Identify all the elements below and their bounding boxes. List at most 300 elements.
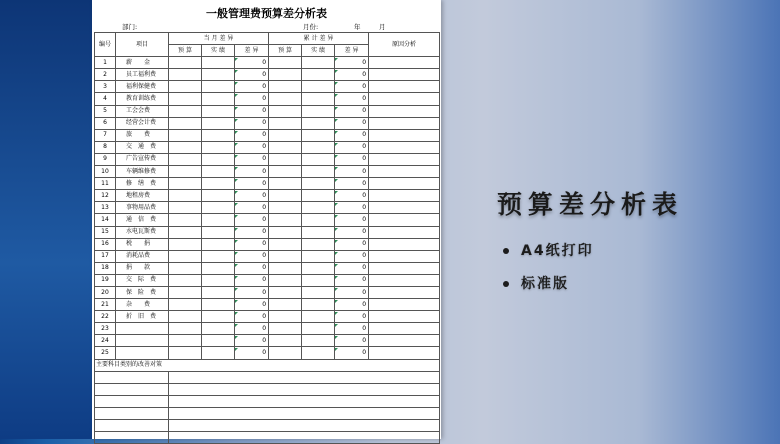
row-current-actual (202, 335, 235, 347)
row-item-value: 经营会计费 (126, 119, 157, 127)
row-item-value: 通 信 费 (126, 215, 157, 223)
row-cumulative-variance (335, 129, 369, 141)
row-current-variance (235, 129, 269, 141)
blank-row (95, 407, 440, 419)
row-cumulative-budget (269, 105, 302, 117)
row-current-variance-value: 0 (262, 288, 267, 296)
header-current-variance: 差 异 (235, 45, 269, 57)
row-cumulative-variance-value: 0 (362, 179, 367, 187)
row-number (95, 238, 116, 250)
row-cumulative-variance (335, 274, 369, 286)
row-cumulative-variance-value: 0 (362, 276, 367, 284)
row-current-actual (202, 238, 235, 250)
row-item (116, 250, 169, 262)
row-number-value: 7 (103, 131, 107, 139)
row-current-variance (235, 190, 269, 202)
left-background-strip (0, 0, 92, 439)
table-row (95, 347, 440, 359)
row-number (95, 311, 116, 323)
formula-marker-icon (235, 348, 238, 351)
row-current-budget (169, 166, 202, 178)
blank-cell (95, 420, 169, 432)
formula-marker-icon (335, 131, 338, 134)
row-cumulative-variance (335, 117, 369, 129)
formula-marker-icon (335, 107, 338, 110)
formula-marker-icon (335, 82, 338, 85)
promo-bullet (503, 273, 594, 306)
row-cumulative-variance-value: 0 (362, 70, 367, 78)
row-current-actual (202, 323, 235, 335)
promo-bullets (503, 240, 594, 306)
row-item (116, 166, 169, 178)
row-cumulative-budget (269, 190, 302, 202)
formula-marker-icon (235, 143, 238, 146)
row-current-budget (169, 93, 202, 105)
row-current-actual (202, 81, 235, 93)
row-cumulative-variance-value: 0 (362, 58, 367, 66)
row-item-value: 福利保健费 (126, 82, 157, 90)
row-cumulative-variance-value: 0 (362, 82, 367, 90)
row-item-value: 教育训练费 (126, 95, 157, 103)
row-item (116, 81, 169, 93)
row-current-actual (202, 274, 235, 286)
formula-marker-icon (235, 240, 238, 243)
row-reason (369, 117, 440, 129)
row-current-variance (235, 202, 269, 214)
row-number (95, 214, 116, 226)
row-reason (369, 178, 440, 190)
row-cumulative-variance-value: 0 (362, 191, 367, 199)
row-item (116, 262, 169, 274)
header-current-month-variance: 当 月 差 异 (169, 33, 269, 45)
row-cumulative-variance (335, 238, 369, 250)
row-current-budget (169, 335, 202, 347)
row-cumulative-actual (302, 323, 335, 335)
table-row (95, 226, 440, 238)
row-number-value: 6 (103, 119, 107, 127)
blank-cell (169, 432, 440, 444)
row-cumulative-budget (269, 274, 302, 286)
row-current-actual (202, 286, 235, 298)
row-number-value: 10 (101, 167, 109, 175)
table-row (95, 129, 440, 141)
row-current-variance (235, 286, 269, 298)
row-cumulative-budget (269, 57, 302, 69)
formula-marker-icon (235, 107, 238, 110)
formula-marker-icon (235, 288, 238, 291)
table-row (95, 214, 440, 226)
row-number (95, 274, 116, 286)
row-cumulative-actual (302, 226, 335, 238)
row-number-value: 18 (101, 264, 109, 272)
row-item (116, 93, 169, 105)
formula-marker-icon (235, 70, 238, 73)
row-number (95, 226, 116, 238)
blank-cell (95, 383, 169, 395)
row-current-budget (169, 262, 202, 274)
row-cumulative-variance (335, 311, 369, 323)
row-current-variance-value: 0 (262, 155, 267, 163)
row-item-value: 消耗品费 (126, 252, 151, 260)
row-number-value: 21 (101, 300, 109, 308)
row-cumulative-variance-value: 0 (362, 107, 367, 115)
table-row (95, 153, 440, 165)
row-current-variance-value: 0 (262, 119, 267, 127)
row-item-value: 交 通 费 (126, 143, 157, 151)
formula-marker-icon (235, 215, 238, 218)
row-cumulative-budget (269, 153, 302, 165)
row-cumulative-variance-value: 0 (362, 143, 367, 151)
row-current-actual (202, 105, 235, 117)
row-current-variance-value: 0 (262, 276, 267, 284)
row-number (95, 262, 116, 274)
row-cumulative-variance (335, 262, 369, 274)
row-item-value: 税 捐 (126, 240, 151, 248)
row-item (116, 190, 169, 202)
row-cumulative-variance (335, 178, 369, 190)
row-cumulative-actual (302, 274, 335, 286)
table-row (95, 262, 440, 274)
row-reason (369, 57, 440, 69)
row-item-value: 薪 金 (126, 58, 151, 66)
formula-marker-icon (235, 94, 238, 97)
row-current-variance-value: 0 (262, 228, 267, 236)
promo-title: 预算差分析表 (497, 190, 684, 219)
row-current-budget (169, 153, 202, 165)
row-current-actual (202, 166, 235, 178)
row-cumulative-budget (269, 335, 302, 347)
row-current-variance (235, 117, 269, 129)
row-reason (369, 190, 440, 202)
row-current-variance-value: 0 (262, 143, 267, 151)
row-current-variance (235, 178, 269, 190)
row-item-value: 杂 费 (126, 300, 151, 308)
row-current-actual (202, 347, 235, 359)
row-number (95, 202, 116, 214)
row-number-value: 15 (101, 228, 109, 236)
blank-row (95, 420, 440, 432)
row-current-budget (169, 202, 202, 214)
row-current-variance-value: 0 (262, 82, 267, 90)
formula-marker-icon (335, 203, 338, 206)
formula-marker-icon (335, 264, 338, 267)
formula-marker-icon (335, 348, 338, 351)
row-cumulative-variance-value: 0 (362, 228, 367, 236)
row-number (95, 250, 116, 262)
month-label: 月份: (303, 23, 319, 31)
table-row (95, 250, 440, 262)
row-number (95, 323, 116, 335)
formula-marker-icon (235, 324, 238, 327)
row-current-variance (235, 141, 269, 153)
row-cumulative-variance-value: 0 (362, 300, 367, 308)
formula-marker-icon (335, 179, 338, 182)
formula-marker-icon (335, 276, 338, 279)
row-item (116, 178, 169, 190)
row-cumulative-actual (302, 129, 335, 141)
formula-marker-icon (235, 264, 238, 267)
row-cumulative-variance (335, 166, 369, 178)
improvement-note: 主要科目类别的改善对策 (95, 359, 440, 371)
row-cumulative-actual (302, 299, 335, 311)
header-cumulative-variance-col: 差 异 (335, 45, 369, 57)
formula-marker-icon (235, 155, 238, 158)
row-current-budget (169, 81, 202, 93)
row-item-value: 交 际 费 (126, 276, 157, 284)
table-row (95, 299, 440, 311)
row-number (95, 129, 116, 141)
table-row (95, 81, 440, 93)
row-number (95, 178, 116, 190)
formula-marker-icon (335, 324, 338, 327)
row-cumulative-variance-value: 0 (362, 348, 367, 356)
row-number-value: 3 (103, 82, 107, 90)
row-reason (369, 166, 440, 178)
blank-row (95, 383, 440, 395)
row-cumulative-budget (269, 311, 302, 323)
row-current-budget (169, 178, 202, 190)
blank-cell (95, 395, 169, 407)
formula-marker-icon (235, 228, 238, 231)
promo-bullet-text: 标准版 (521, 276, 569, 292)
row-cumulative-variance (335, 202, 369, 214)
table-row (95, 238, 440, 250)
row-item-value: 捐 款 (126, 264, 151, 272)
row-reason (369, 202, 440, 214)
row-number (95, 190, 116, 202)
row-cumulative-variance (335, 153, 369, 165)
header-cumulative-variance: 累 计 差 异 (269, 33, 369, 45)
row-current-variance (235, 347, 269, 359)
row-current-actual (202, 250, 235, 262)
formula-marker-icon (335, 300, 338, 303)
row-cumulative-variance (335, 81, 369, 93)
row-item (116, 57, 169, 69)
row-current-variance-value: 0 (262, 203, 267, 211)
row-cumulative-budget (269, 226, 302, 238)
row-cumulative-variance (335, 190, 369, 202)
row-current-actual (202, 190, 235, 202)
row-current-variance (235, 69, 269, 81)
row-reason (369, 335, 440, 347)
row-current-actual (202, 262, 235, 274)
row-cumulative-variance (335, 335, 369, 347)
variance-table (94, 32, 440, 444)
row-cumulative-variance (335, 105, 369, 117)
row-current-actual (202, 214, 235, 226)
row-cumulative-variance (335, 250, 369, 262)
row-current-variance (235, 323, 269, 335)
row-reason (369, 274, 440, 286)
row-cumulative-budget (269, 238, 302, 250)
row-cumulative-variance (335, 93, 369, 105)
blank-row (95, 395, 440, 407)
row-current-variance-value: 0 (262, 191, 267, 199)
row-item (116, 323, 169, 335)
formula-marker-icon (235, 336, 238, 339)
row-current-variance-value: 0 (262, 324, 267, 332)
table-row (95, 69, 440, 81)
formula-marker-icon (235, 82, 238, 85)
row-current-actual (202, 202, 235, 214)
formula-marker-icon (335, 252, 338, 255)
row-reason (369, 214, 440, 226)
row-current-variance-value: 0 (262, 58, 267, 66)
row-number (95, 105, 116, 117)
row-current-variance (235, 57, 269, 69)
row-current-variance (235, 226, 269, 238)
formula-marker-icon (235, 119, 238, 122)
row-reason (369, 299, 440, 311)
row-cumulative-variance-value: 0 (362, 312, 367, 320)
row-item-value: 工会会费 (126, 107, 151, 115)
row-reason (369, 262, 440, 274)
row-cumulative-variance (335, 69, 369, 81)
row-current-variance-value: 0 (262, 264, 267, 272)
row-current-variance-value: 0 (262, 336, 267, 344)
blank-cell (169, 395, 440, 407)
row-reason (369, 347, 440, 359)
row-current-variance (235, 335, 269, 347)
row-number (95, 69, 116, 81)
month-suffix-label: 月 (379, 23, 386, 31)
blank-cell (95, 407, 169, 419)
formula-marker-icon (235, 312, 238, 315)
row-number (95, 117, 116, 129)
row-current-actual (202, 299, 235, 311)
row-cumulative-variance-value: 0 (362, 119, 367, 127)
table-row (95, 93, 440, 105)
row-cumulative-variance (335, 286, 369, 298)
row-cumulative-actual (302, 311, 335, 323)
row-cumulative-actual (302, 141, 335, 153)
row-cumulative-budget (269, 81, 302, 93)
budget-variance-sheet (92, 0, 441, 439)
row-reason (369, 69, 440, 81)
row-reason (369, 323, 440, 335)
row-current-actual (202, 226, 235, 238)
blank-cell (169, 420, 440, 432)
row-cumulative-actual (302, 105, 335, 117)
header-cumulative-actual: 实 绩 (302, 45, 335, 57)
row-cumulative-variance-value: 0 (362, 288, 367, 296)
row-current-actual (202, 141, 235, 153)
row-cumulative-actual (302, 214, 335, 226)
row-current-actual (202, 69, 235, 81)
row-cumulative-variance-value: 0 (362, 240, 367, 248)
row-current-budget (169, 141, 202, 153)
row-current-budget (169, 323, 202, 335)
row-current-variance (235, 262, 269, 274)
row-cumulative-budget (269, 93, 302, 105)
row-number (95, 347, 116, 359)
row-cumulative-budget (269, 323, 302, 335)
row-current-variance-value: 0 (262, 95, 267, 103)
row-current-variance-value: 0 (262, 70, 267, 78)
row-cumulative-budget (269, 202, 302, 214)
blank-cell (169, 407, 440, 419)
row-cumulative-actual (302, 202, 335, 214)
row-cumulative-actual (302, 286, 335, 298)
row-item (116, 202, 169, 214)
row-cumulative-budget (269, 347, 302, 359)
row-number-value: 2 (103, 70, 107, 78)
row-current-variance-value: 0 (262, 348, 267, 356)
row-item-value: 地租房费 (126, 191, 151, 199)
formula-marker-icon (335, 191, 338, 194)
row-item (116, 129, 169, 141)
header-cumulative-budget: 预 算 (269, 45, 302, 57)
row-current-budget (169, 274, 202, 286)
row-number-value: 17 (101, 252, 109, 260)
row-cumulative-variance-value: 0 (362, 264, 367, 272)
row-number-value: 25 (101, 348, 109, 356)
row-current-actual (202, 311, 235, 323)
row-cumulative-actual (302, 178, 335, 190)
row-item (116, 311, 169, 323)
row-current-budget (169, 129, 202, 141)
row-cumulative-actual (302, 69, 335, 81)
formula-marker-icon (335, 167, 338, 170)
row-cumulative-variance (335, 299, 369, 311)
formula-marker-icon (335, 312, 338, 315)
formula-marker-icon (335, 288, 338, 291)
sheet-title: 一般管理费预算差分析表 (206, 7, 327, 20)
row-current-variance (235, 81, 269, 93)
row-item-value: 保 险 费 (126, 288, 157, 296)
row-item (116, 335, 169, 347)
row-current-actual (202, 93, 235, 105)
row-number-value: 24 (101, 336, 109, 344)
row-current-variance (235, 250, 269, 262)
row-cumulative-actual (302, 166, 335, 178)
table-row (95, 323, 440, 335)
row-current-actual (202, 117, 235, 129)
header-item: 项目 (116, 33, 169, 57)
row-item (116, 347, 169, 359)
table-row (95, 190, 440, 202)
row-current-variance-value: 0 (262, 240, 267, 248)
row-current-variance-value: 0 (262, 300, 267, 308)
row-cumulative-budget (269, 69, 302, 81)
row-cumulative-budget (269, 262, 302, 274)
row-reason (369, 238, 440, 250)
formula-marker-icon (235, 167, 238, 170)
row-current-budget (169, 299, 202, 311)
department-label: 部门: (122, 23, 138, 31)
row-item-value: 旅 费 (126, 131, 151, 139)
row-number-value: 12 (101, 191, 109, 199)
formula-marker-icon (235, 252, 238, 255)
row-current-variance (235, 238, 269, 250)
blank-row (95, 371, 440, 383)
promo-bullet (503, 240, 594, 273)
row-cumulative-budget (269, 214, 302, 226)
row-current-budget (169, 214, 202, 226)
row-cumulative-budget (269, 141, 302, 153)
row-current-variance-value: 0 (262, 179, 267, 187)
table-row (95, 178, 440, 190)
row-reason (369, 81, 440, 93)
formula-marker-icon (335, 240, 338, 243)
row-current-variance-value: 0 (262, 131, 267, 139)
row-item (116, 299, 169, 311)
row-current-variance (235, 166, 269, 178)
row-cumulative-variance (335, 323, 369, 335)
row-reason (369, 311, 440, 323)
row-number-value: 8 (103, 143, 107, 151)
row-item (116, 274, 169, 286)
